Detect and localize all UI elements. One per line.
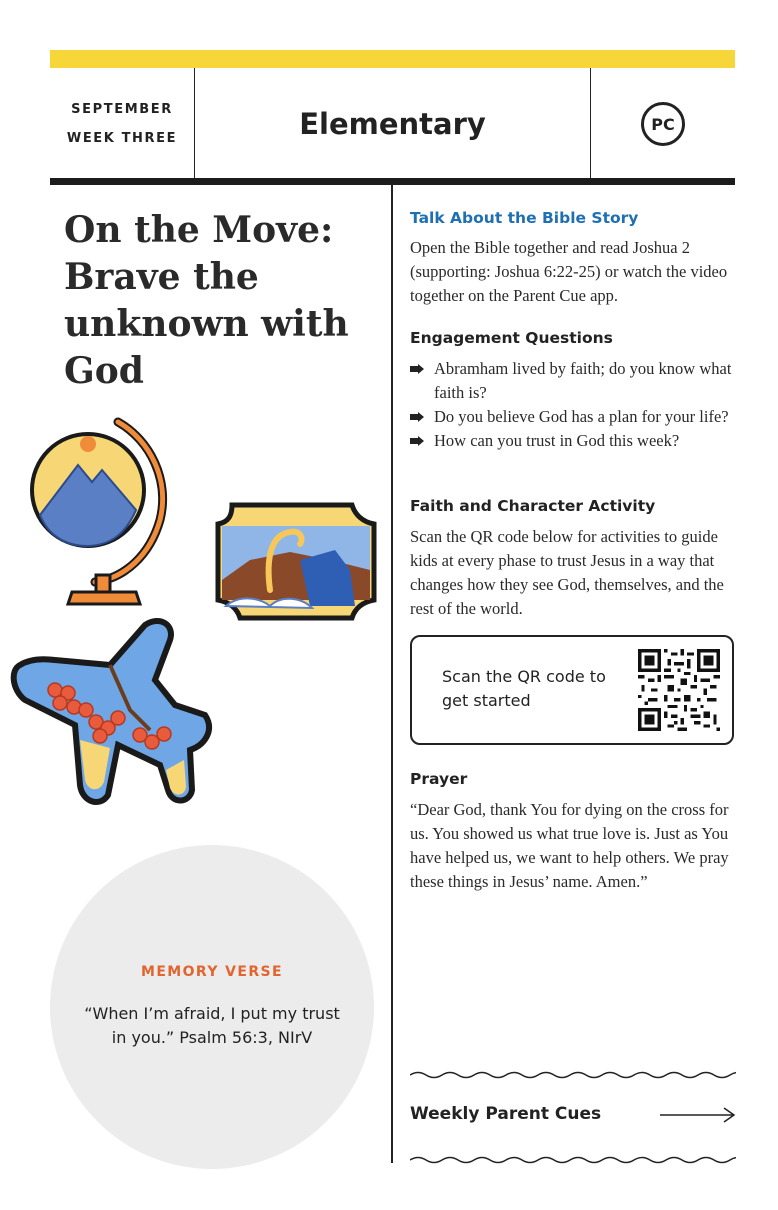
- mountain-card-icon: [218, 505, 374, 618]
- qr-card[interactable]: [410, 635, 734, 745]
- arrow-bullet-icon: [410, 412, 424, 422]
- engagement-heading: Engagement Questions: [410, 329, 613, 347]
- header-title: Elementary: [299, 107, 486, 141]
- globe-icon: [32, 422, 163, 604]
- title-block: [195, 68, 591, 180]
- qr-card-text: Scan the QR code to get started: [442, 667, 606, 710]
- airplane-icon: [14, 621, 209, 802]
- prayer-heading: Prayer: [410, 770, 468, 788]
- arrow-bullet-icon: [410, 364, 424, 374]
- activity-heading: Faith and Character Activity: [410, 497, 656, 515]
- question-text: How can you trust in God this week?: [434, 431, 680, 450]
- logo-block: [591, 68, 735, 180]
- top-accent-bar: [50, 50, 735, 68]
- header: [50, 68, 735, 180]
- question-item: [410, 405, 736, 429]
- qr-code-icon[interactable]: [638, 649, 720, 731]
- parent-cue-logo-icon: [641, 102, 685, 146]
- arrow-bullet-icon: [410, 436, 424, 446]
- page-title: On the Move: Brave the unknown with God: [64, 209, 349, 392]
- wavy-divider: [410, 1155, 736, 1165]
- illustrations: [0, 410, 390, 830]
- wavy-divider: [410, 1070, 736, 1080]
- question-text: Do you believe God has a plan for your life?: [434, 407, 729, 426]
- question-item: [410, 429, 736, 453]
- prayer-section: [410, 770, 736, 894]
- month-label: SEPTEMBER: [71, 102, 173, 117]
- prayer-body: “Dear God, thank You for dying on the cross for us. You showed us what true love is. Just as You have helped us, we want to help others. We pray these things in Jesus’ name. Amen.”: [410, 800, 729, 891]
- engagement-section: [410, 329, 736, 453]
- arrow-right-icon[interactable]: [660, 1106, 736, 1124]
- memory-verse-text: “When I’m afraid, I put my trust in you.” Psalm 56:3, NIrV: [84, 1004, 340, 1047]
- bible-story-heading: Talk About the Bible Story: [410, 209, 639, 227]
- question-list: [410, 357, 736, 453]
- question-item: [410, 357, 736, 405]
- bible-story-section: [410, 209, 736, 308]
- logo-text: PC: [651, 114, 675, 134]
- question-text: Abramham lived by faith; do you know what faith is?: [434, 359, 732, 402]
- bible-story-body: Open the Bible together and read Joshua 2 (supporting: Joshua 6:22-25) or watch the video together on the Parent Cue app.: [410, 238, 728, 305]
- column-divider: [391, 185, 393, 1163]
- activity-body: Scan the QR code below for activities to guide kids at every phase to trust Jesus in a way that changes how they see God, themselves, and the rest of the world.: [410, 527, 724, 618]
- weekly-parent-cues-link[interactable]: Weekly Parent Cues: [410, 1104, 602, 1124]
- memory-verse-label: MEMORY VERSE: [141, 964, 283, 980]
- week-label: WEEK THREE: [66, 131, 178, 146]
- date-block: [50, 68, 195, 180]
- activity-section: [410, 497, 736, 621]
- header-divider: [50, 178, 735, 185]
